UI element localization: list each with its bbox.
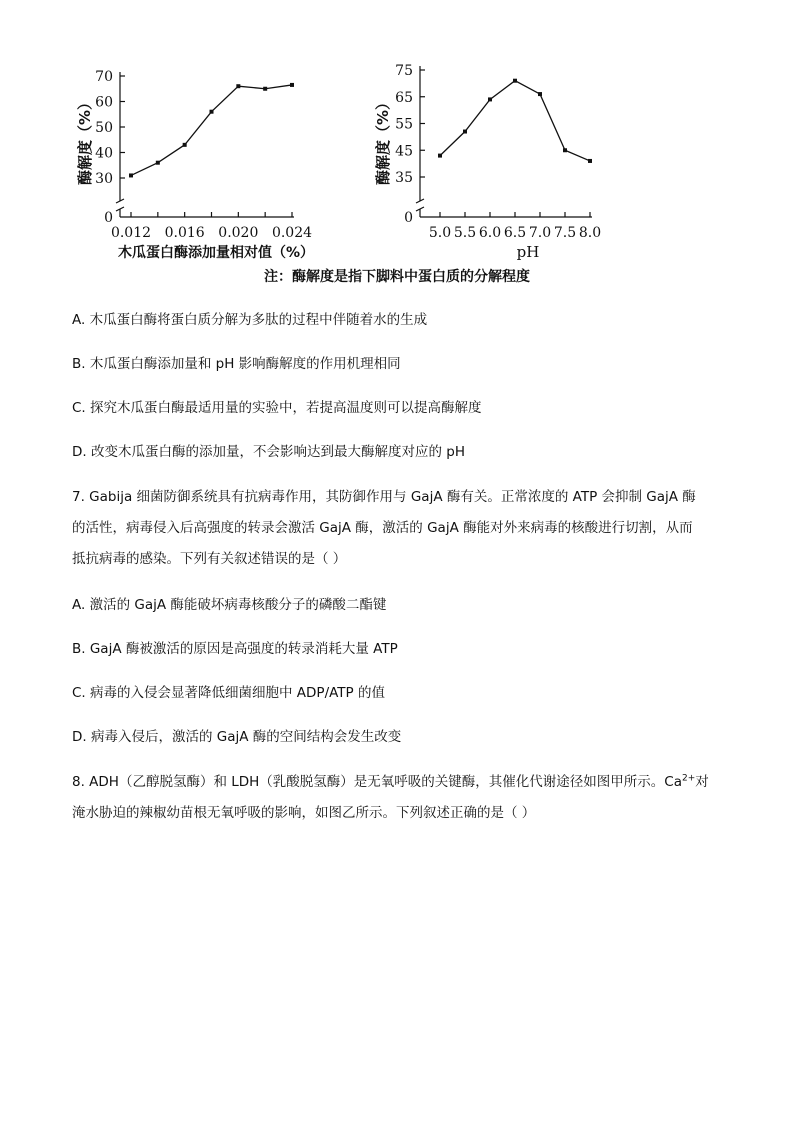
q7-stem — [72, 482, 722, 575]
chart2-data-point-6 — [588, 159, 592, 163]
figure-charts — [0, 0, 794, 300]
q7-option-c: C. 病毒的入侵会显著降低细菌细胞中 ADP/ATP 的值 — [72, 685, 385, 701]
chart2-data-point-5 — [563, 148, 567, 152]
q8-superscript: 2+ — [682, 773, 696, 784]
chart2-y-tick-label-75: 75 — [395, 63, 413, 79]
chart2-x-tick-label-7.5: 7.5 — [553, 225, 577, 241]
chart1-y-tick-label-50: 50 — [95, 120, 113, 136]
chart2-x-tick-label-8.0: 8.0 — [578, 225, 602, 241]
chart1-y-zero-label: 0 — [104, 210, 113, 226]
chart2-x-axis-label: pH — [516, 243, 540, 261]
chart1-x-tick-label-0.020: 0.020 — [218, 225, 259, 241]
chart1-x-tick-label-0.016: 0.016 — [164, 225, 205, 241]
q7-stem-line-3: 抵抗病毒的感染。下列有关叙述错误的是（ ） — [72, 551, 347, 567]
chart1-data-point-0 — [129, 173, 133, 177]
q8-line1-tail: 对 — [695, 774, 709, 790]
chart2-data-point-2 — [488, 97, 492, 101]
chart1-y-axis-label: 酶解度（%） — [76, 94, 94, 186]
chart2-x-tick-label-6.0: 6.0 — [478, 225, 502, 241]
q6-option-b: B. 木瓜蛋白酶添加量和 pH 影响酶解度的作用机理相同 — [72, 356, 401, 372]
q8-line1-text: 8. ADH（乙醇脱氢酶）和 LDH（乳酸脱氢酶）是无氧呼吸的关键酶，其催化代谢途径如图甲所示。Ca — [72, 774, 683, 790]
figure-note: 注：酶解度是指下脚料中蛋白质的分解程度 — [264, 269, 530, 285]
q6-option-c: C. 探究木瓜蛋白酶最适用量的实验中，若提高温度则可以提高酶解度 — [72, 400, 482, 416]
chart2-y-zero-label: 0 — [404, 210, 413, 226]
chart2-data-point-1 — [463, 130, 467, 134]
chart2-data-point-3 — [513, 79, 517, 83]
q8-stem — [72, 767, 722, 829]
q7-options — [72, 590, 722, 753]
chart2-x-tick-label-7.0: 7.0 — [528, 225, 552, 241]
q7-stem-line-1: 7. Gabija 细菌防御系统具有抗病毒作用，其防御作用与 GajA 酶有关。正常浓度的 ATP 会抑制 GajA 酶 — [72, 489, 696, 505]
chart2-data-point-0 — [438, 154, 442, 158]
chart2-y-tick-label-55: 55 — [395, 116, 413, 133]
q7-option-a: A. 激活的 GajA 酶能破坏病毒核酸分子的磷酸二酯键 — [72, 597, 387, 613]
chart2-y-tick-label-65: 65 — [395, 89, 413, 106]
q6-options — [72, 305, 722, 468]
chart1-series-line — [131, 85, 292, 176]
chart1-data-point-1 — [156, 161, 160, 165]
chart1-x-tick-label-0.012: 0.012 — [110, 225, 152, 241]
q7-option-d: D. 病毒入侵后，激活的 GajA 酶的空间结构会发生改变 — [72, 729, 402, 745]
chart1-x-tick-label-0.024: 0.024 — [271, 225, 313, 241]
chart2-y-tick-label-35: 35 — [395, 170, 413, 186]
chart1-y-tick-label-40: 40 — [95, 145, 113, 162]
chart1-y-tick-label-30: 30 — [95, 171, 113, 187]
q8-stem-line-2: 淹水胁迫的辣椒幼苗根无氧呼吸的影响，如图乙所示。下列叙述正确的是（ ） — [72, 805, 536, 821]
q7-option-b: B. GajA 酶被激活的原因是高强度的转录消耗大量 ATP — [72, 641, 398, 657]
chart2-x-tick-label-5.0: 5.0 — [428, 225, 452, 241]
q6-option-a: A. 木瓜蛋白酶将蛋白质分解为多肽的过程中伴随着水的生成 — [72, 312, 428, 328]
chart1-data-point-5 — [263, 87, 267, 91]
chart2-y-axis-label: 酶解度（%） — [374, 94, 392, 186]
chart1-data-point-2 — [183, 143, 187, 147]
charts-svg — [0, 0, 794, 270]
chart2-y-tick-label-45: 45 — [395, 143, 413, 160]
chart1-y-tick-label-60: 60 — [95, 94, 113, 111]
chart2-series-line — [440, 81, 590, 161]
q6-option-d: D. 改变木瓜蛋白酶的添加量，不会影响达到最大酶解度对应的 pH — [72, 444, 465, 460]
chart1-y-tick-label-70: 70 — [95, 69, 113, 85]
chart1-data-point-4 — [236, 84, 240, 88]
chart2-x-tick-label-6.5: 6.5 — [503, 225, 527, 241]
chart1-data-point-3 — [210, 110, 214, 114]
chart2-data-point-4 — [538, 92, 542, 96]
q8-stem-line-1 — [72, 767, 722, 798]
chart2-x-tick-label-5.5: 5.5 — [453, 225, 477, 241]
chart1-data-point-6 — [290, 83, 294, 87]
q7-stem-line-2: 的活性，病毒侵入后高强度的转录会激活 GajA 酶，激活的 GajA 酶能对外来病毒的核酸进行切割，从而 — [72, 520, 693, 536]
chart1-x-axis-label: 木瓜蛋白酶添加量相对值（%） — [117, 245, 315, 261]
